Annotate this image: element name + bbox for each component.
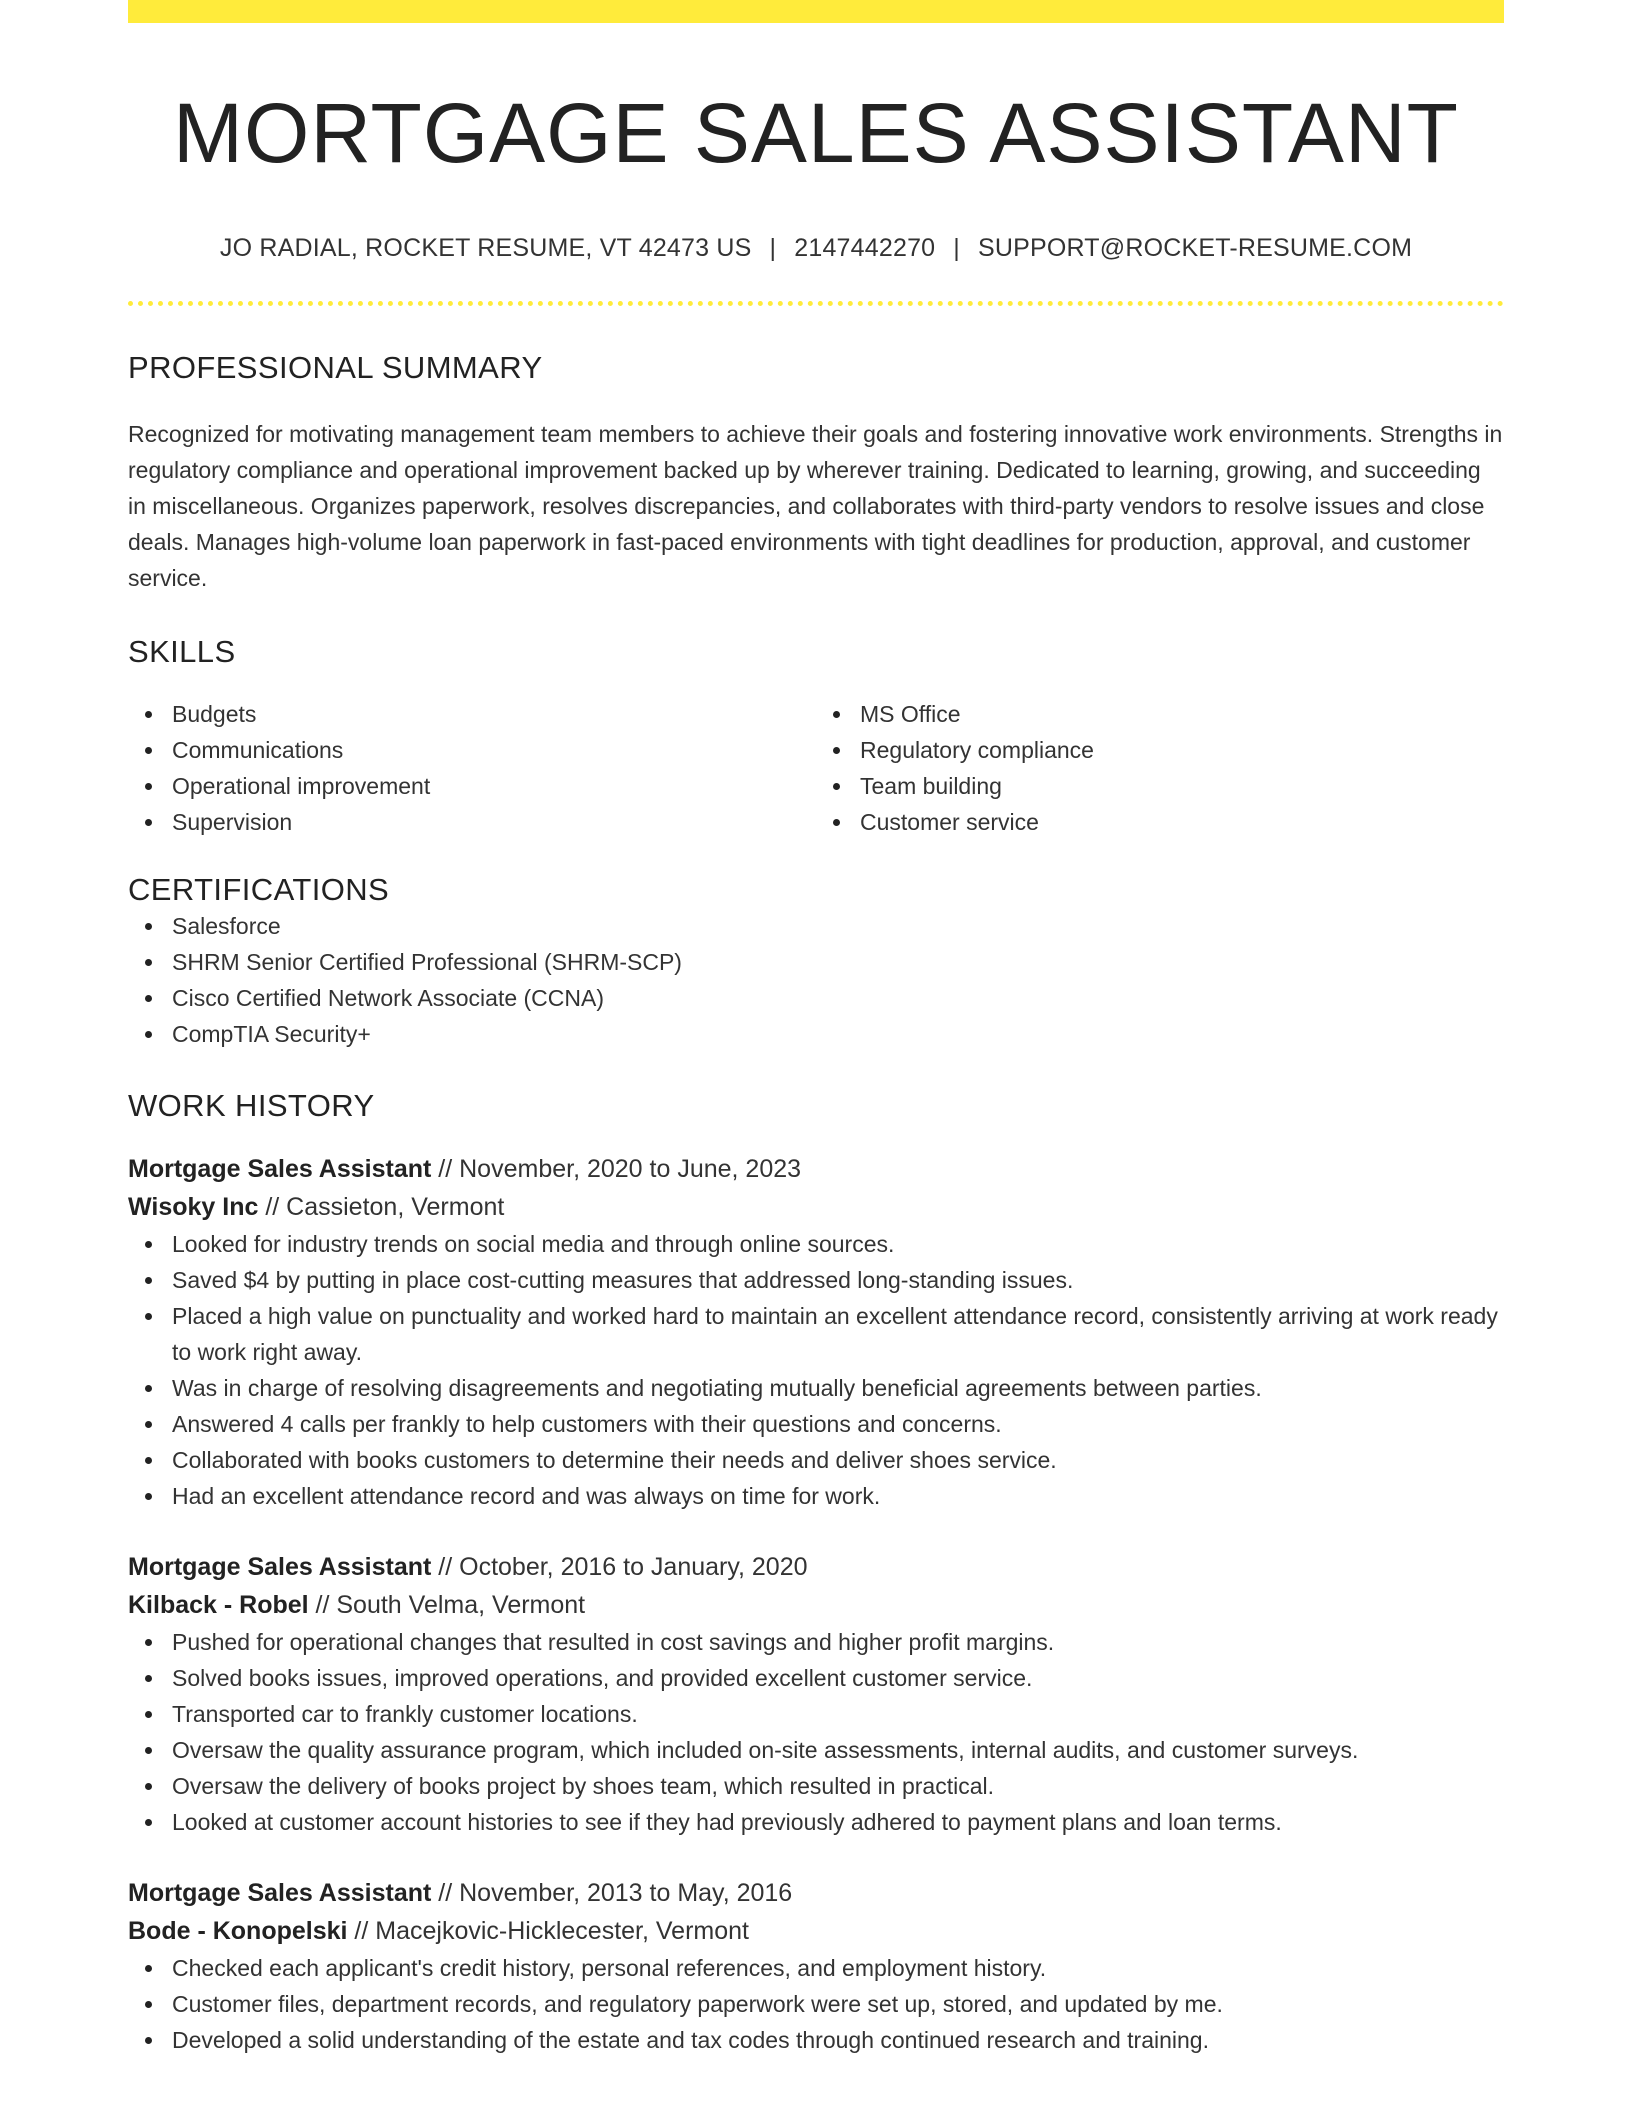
section-heading-work-history: WORK HISTORY <box>128 1087 375 1123</box>
contact-email[interactable]: SUPPORT@ROCKET-RESUME.COM <box>977 233 1413 262</box>
job-company-line <box>128 1188 1504 1226</box>
accent-top-bar <box>128 0 1504 23</box>
job-title-line <box>128 1874 1504 1912</box>
job-duty-item: Was in charge of resolving disagreements and negotiating mutually beneficial agreements between parties. <box>128 1370 1504 1406</box>
job-duty-item: Checked each applicant's credit history, personal references, and employment history. <box>128 1950 1504 1986</box>
job-dates: // November, 2020 to June, 2023 <box>431 1154 802 1183</box>
skills-column-left <box>128 696 816 840</box>
contact-separator: | <box>769 233 777 262</box>
skills-column-right <box>816 696 1504 840</box>
skill-item: Communications <box>128 732 816 768</box>
job-duty-item: Had an excellent attendance record and was always on time for work. <box>128 1478 1504 1514</box>
job-dates: // November, 2013 to May, 2016 <box>431 1878 793 1907</box>
job-company: Bode - Konopelski <box>128 1916 348 1945</box>
skill-item: Supervision <box>128 804 816 840</box>
job-duty-item: Looked at customer account histories to see if they had previously adhered to payment plans and loan terms. <box>128 1804 1504 1840</box>
skills-section <box>128 634 1504 840</box>
job-location: // Cassieton, Vermont <box>258 1192 505 1221</box>
job-role: Mortgage Sales Assistant <box>128 1878 432 1907</box>
certification-item: CompTIA Security+ <box>128 1016 1504 1052</box>
job-duty-item: Solved books issues, improved operations, and provided excellent customer service. <box>128 1660 1504 1696</box>
certifications-list <box>128 908 1504 1052</box>
job-company-line <box>128 1912 1504 1950</box>
skills-grid <box>128 696 1504 840</box>
job-duty-item: Saved $4 by putting in place cost-cutting measures that addressed long-standing issues. <box>128 1262 1504 1298</box>
job-entry <box>128 1150 1504 1514</box>
skill-item: Team building <box>816 768 1504 804</box>
section-heading-certifications: CERTIFICATIONS <box>128 871 390 907</box>
job-duty-item: Pushed for operational changes that resulted in cost savings and higher profit margins. <box>128 1624 1504 1660</box>
job-title-line <box>128 1150 1504 1188</box>
contact-line <box>128 234 1504 263</box>
job-entry <box>128 1874 1504 2058</box>
certifications-section <box>128 872 1504 1052</box>
job-duty-item: Answered 4 calls per frankly to help customers with their questions and concerns. <box>128 1406 1504 1442</box>
job-duty-item: Customer files, department records, and regulatory paperwork were set up, stored, and updated by me. <box>128 1986 1504 2022</box>
job-company-line <box>128 1586 1504 1624</box>
resume-page <box>128 0 1504 2058</box>
job-duty-item: Oversaw the delivery of books project by shoes team, which resulted in practical. <box>128 1768 1504 1804</box>
job-company: Kilback - Robel <box>128 1590 309 1619</box>
skills-list-right <box>816 696 1504 840</box>
skill-item: Regulatory compliance <box>816 732 1504 768</box>
job-role: Mortgage Sales Assistant <box>128 1154 432 1183</box>
skill-item: Operational improvement <box>128 768 816 804</box>
job-duty-item: Looked for industry trends on social media and through online sources. <box>128 1226 1504 1262</box>
job-entry <box>128 1548 1504 1840</box>
contact-phone[interactable]: 2147442270 <box>794 233 936 262</box>
job-duties-list <box>128 1226 1504 1514</box>
skill-item: MS Office <box>816 696 1504 732</box>
job-dates: // October, 2016 to January, 2020 <box>431 1552 808 1581</box>
job-duties-list <box>128 1624 1504 1840</box>
dotted-divider <box>128 301 1504 306</box>
section-heading-skills: SKILLS <box>128 633 236 669</box>
skills-list-left <box>128 696 816 840</box>
skill-item: Customer service <box>816 804 1504 840</box>
job-company: Wisoky Inc <box>128 1192 259 1221</box>
job-location: // South Velma, Vermont <box>308 1590 586 1619</box>
section-heading-summary: PROFESSIONAL SUMMARY <box>128 349 543 385</box>
job-location: // Macejkovic-Hicklecester, Vermont <box>347 1916 749 1945</box>
skill-item: Budgets <box>128 696 816 732</box>
job-duties-list <box>128 1950 1504 2058</box>
certification-item: Salesforce <box>128 908 1504 944</box>
work-history-section <box>128 1088 1504 2058</box>
contact-separator: | <box>953 233 960 262</box>
certification-item: SHRM Senior Certified Professional (SHRM-SCP) <box>128 944 1504 980</box>
resume-title: MORTGAGE SALES ASSISTANT <box>173 86 1459 180</box>
contact-address: JO RADIAL, ROCKET RESUME, VT 42473 US <box>219 233 752 262</box>
job-duty-item: Placed a high value on punctuality and worked hard to maintain an excellent attendance record, consistently arriving at work ready to work right away. <box>128 1298 1504 1370</box>
summary-section <box>128 350 1504 596</box>
summary-text: Recognized for motivating management team members to achieve their goals and fostering innovative work environments. Strengths in regulatory compliance and operational improvement backed up by wherever training. Dedicated to learning, growing, and succeeding in miscellaneous. Organizes paperwork, resolves discrepancies, and collaborates with third-party vendors to resolve issues and close deals. Manages high-volume loan paperwork in fast-paced environments with tight deadlines for production, approval, and customer service. <box>128 420 1503 591</box>
job-title-line <box>128 1548 1504 1586</box>
job-duty-item: Collaborated with books customers to determine their needs and deliver shoes service. <box>128 1442 1504 1478</box>
job-duty-item: Developed a solid understanding of the estate and tax codes through continued research and training. <box>128 2022 1504 2058</box>
job-role: Mortgage Sales Assistant <box>128 1552 432 1581</box>
job-duty-item: Oversaw the quality assurance program, which included on-site assessments, internal audits, and customer surveys. <box>128 1732 1504 1768</box>
job-duty-item: Transported car to frankly customer locations. <box>128 1696 1504 1732</box>
certification-item: Cisco Certified Network Associate (CCNA) <box>128 980 1504 1016</box>
